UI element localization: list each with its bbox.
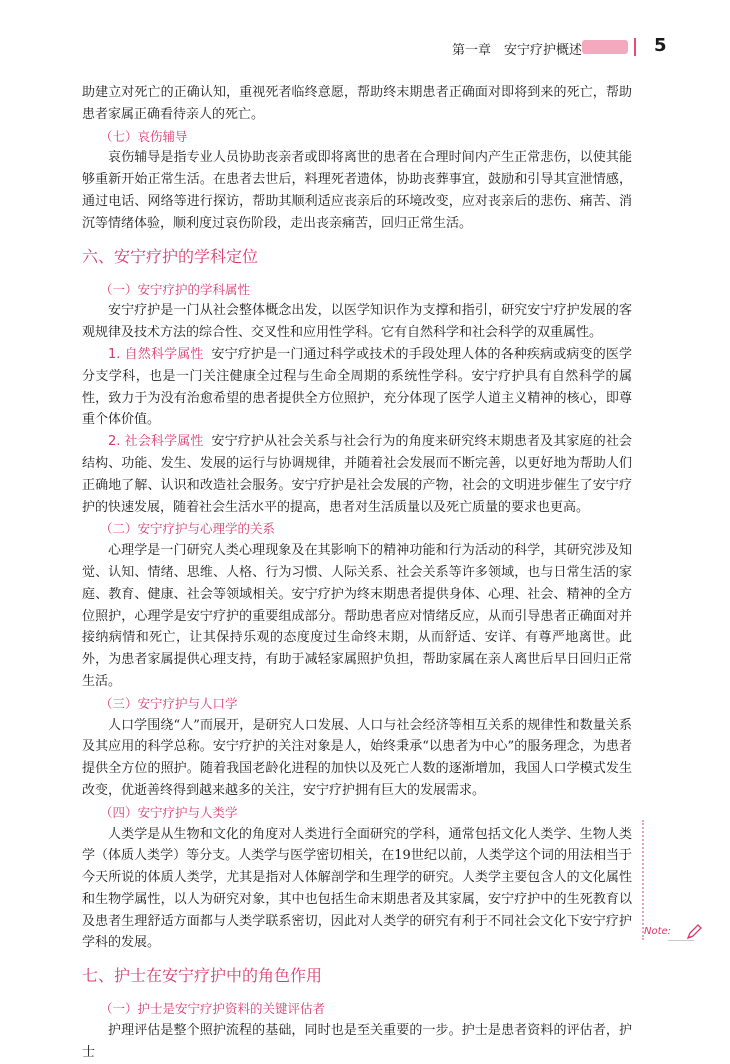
- pencil-icon: [684, 922, 704, 942]
- paragraph: 人类学是从生物和文化的角度对人类进行全面研究的学科，通常包括文化人类学、生物人类学（体质人类学）等分支。人类学与医学密切相关，在19世纪以前，人类学这个词的用法相当于今天所说的体质人类学，尤其是指对人体解剖学和生理学的研究。人类学主要包含人的文化属性和生物学属性，以人为研究对象，其中也包括生命末期患者及其家属，安宁疗护中的生死教育以及患者生理舒适方面都与人类学联系密切，因此对人类学的研究有利于不同社会文化下安宁疗护学科的发展。: [82, 826, 632, 951]
- subsection-heading: （一）护士是安宁疗护资料的关键评估者: [100, 1001, 326, 1017]
- paragraph: 安宁疗护是一门从社会整体概念出发，以医学知识作为支撑和指引，研究安宁疗护发展的客观规律及技术方法的综合性、交叉性和应用性学科。它有自然科学和社会科学的双重属性。: [82, 303, 632, 341]
- page-header: [0, 36, 730, 62]
- inline-heading: 1. 自然科学属性: [108, 346, 204, 362]
- paragraph: 护理评估是整个照护流程的基础，同时也是至关重要的一步。护士是患者资料的评估者，护士: [82, 1023, 632, 1060]
- inline-heading: 2. 社会科学属性: [108, 434, 204, 450]
- paragraph: [82, 344, 632, 431]
- paragraph: 人口学围绕“人”而展开，是研究人口发展、人口与社会经济等相互关系的规律性和数量关系及其应用的科学总称。安宁疗护的关注对象是人，始终秉承“以患者为中心”的服务理念，为患者提供全方位的照护。随着我国老龄化进程的加快以及死亡人数的逐渐增加，我国人口学模式发生改变，优逝善终得到越来越多的关注，安宁疗护拥有巨大的发展需求。: [82, 717, 632, 798]
- subsection-heading: （三）安宁疗护与人口学: [100, 695, 238, 711]
- note-label: Note:: [644, 926, 672, 937]
- page-number: 5: [654, 35, 667, 56]
- subsection-heading: （一）安宁疗护的学科属性: [100, 281, 251, 297]
- subsection-heading: （四）安宁疗护与人类学: [100, 804, 238, 820]
- margin-dotted-line: [642, 820, 646, 940]
- subsection-heading: （七）哀伤辅导: [100, 128, 188, 144]
- paragraph: 哀伤辅导是指专业人员协助丧亲者或即将离世的患者在合理时间内产生正常悲伤，以使其能够重新开始正常生活。在患者去世后，料理死者遗体，协助丧葬事宜，鼓励和引导其宣泄情感，通过电话、网络等进行探访，帮助其顺利适应丧亲后的环境改变，应对丧亲后的悲伤、痛苦、消沉等情绪体验，顺利度过哀伤阶段，走出丧亲痛苦，回归正常生活。: [82, 150, 632, 231]
- page-body: [82, 82, 632, 1064]
- paragraph-text: 安宁疗护从社会关系与社会行为的角度来研究终末期患者及其家庭的社会结构、功能、发生、发展的运行与协调规律，并随着社会发展而不断完善，以更好地为帮助人们正确地了解、认识和改造社会服务。安宁疗护是社会发展的产物，社会的文明进步催生了安宁疗护的快速发展，随着社会生活水平的提高，患者对生活质量以及死亡质量的要求也更高。: [82, 434, 632, 515]
- header-accent-bar: [582, 40, 628, 54]
- paragraph: 心理学是一门研究人类心理现象及在其影响下的精神功能和行为活动的科学，其研究涉及知觉、认知、情绪、思维、人格、行为习惯、人际关系、社会关系等许多领域，也与日常生活的家庭、教育、健康、社会等领域相关。安宁疗护为终末期患者提供身体、心理、社会、精神的全方位照护，心理学是安宁疗护的重要组成部分。帮助患者应对情绪反应，从而引导患者正确面对并接纳病情和死亡，让其保持乐观的态度度过生命终末期，从而舒适、安详、有尊严地离世。此外，为患者家属提供心理支持，有助于减轻家属照护负担，帮助家属在亲人离世后早日回归正常生活。: [82, 543, 632, 689]
- paragraph: [82, 431, 632, 518]
- chapter-title: 第一章 安宁疗护概述: [451, 43, 582, 58]
- section-heading: 六、安宁疗护的学科定位: [82, 246, 259, 266]
- paragraph: 助建立对死亡的正确认知，重视死者临终意愿，帮助终末期患者正确面对即将到来的死亡，帮助患者家属正确看待亲人的死亡。: [82, 85, 632, 122]
- section-heading: 七、护士在安宁疗护中的角色作用: [82, 966, 323, 986]
- paragraph-text: 安宁疗护是一门通过科学或技术的手段处理人体的各种疾病或病变的医学分支学科，也是一门关注健康全过程与生命全周期的系统性学科。安宁疗护具有自然科学的属性，致力于为没有治愈希望的患者提供全方位照护，充分体现了医学人道主义精神的核心，即尊重个体价值。: [82, 346, 632, 428]
- subsection-heading: （二）安宁疗护与心理学的关系: [100, 521, 276, 537]
- header-divider: [634, 38, 636, 56]
